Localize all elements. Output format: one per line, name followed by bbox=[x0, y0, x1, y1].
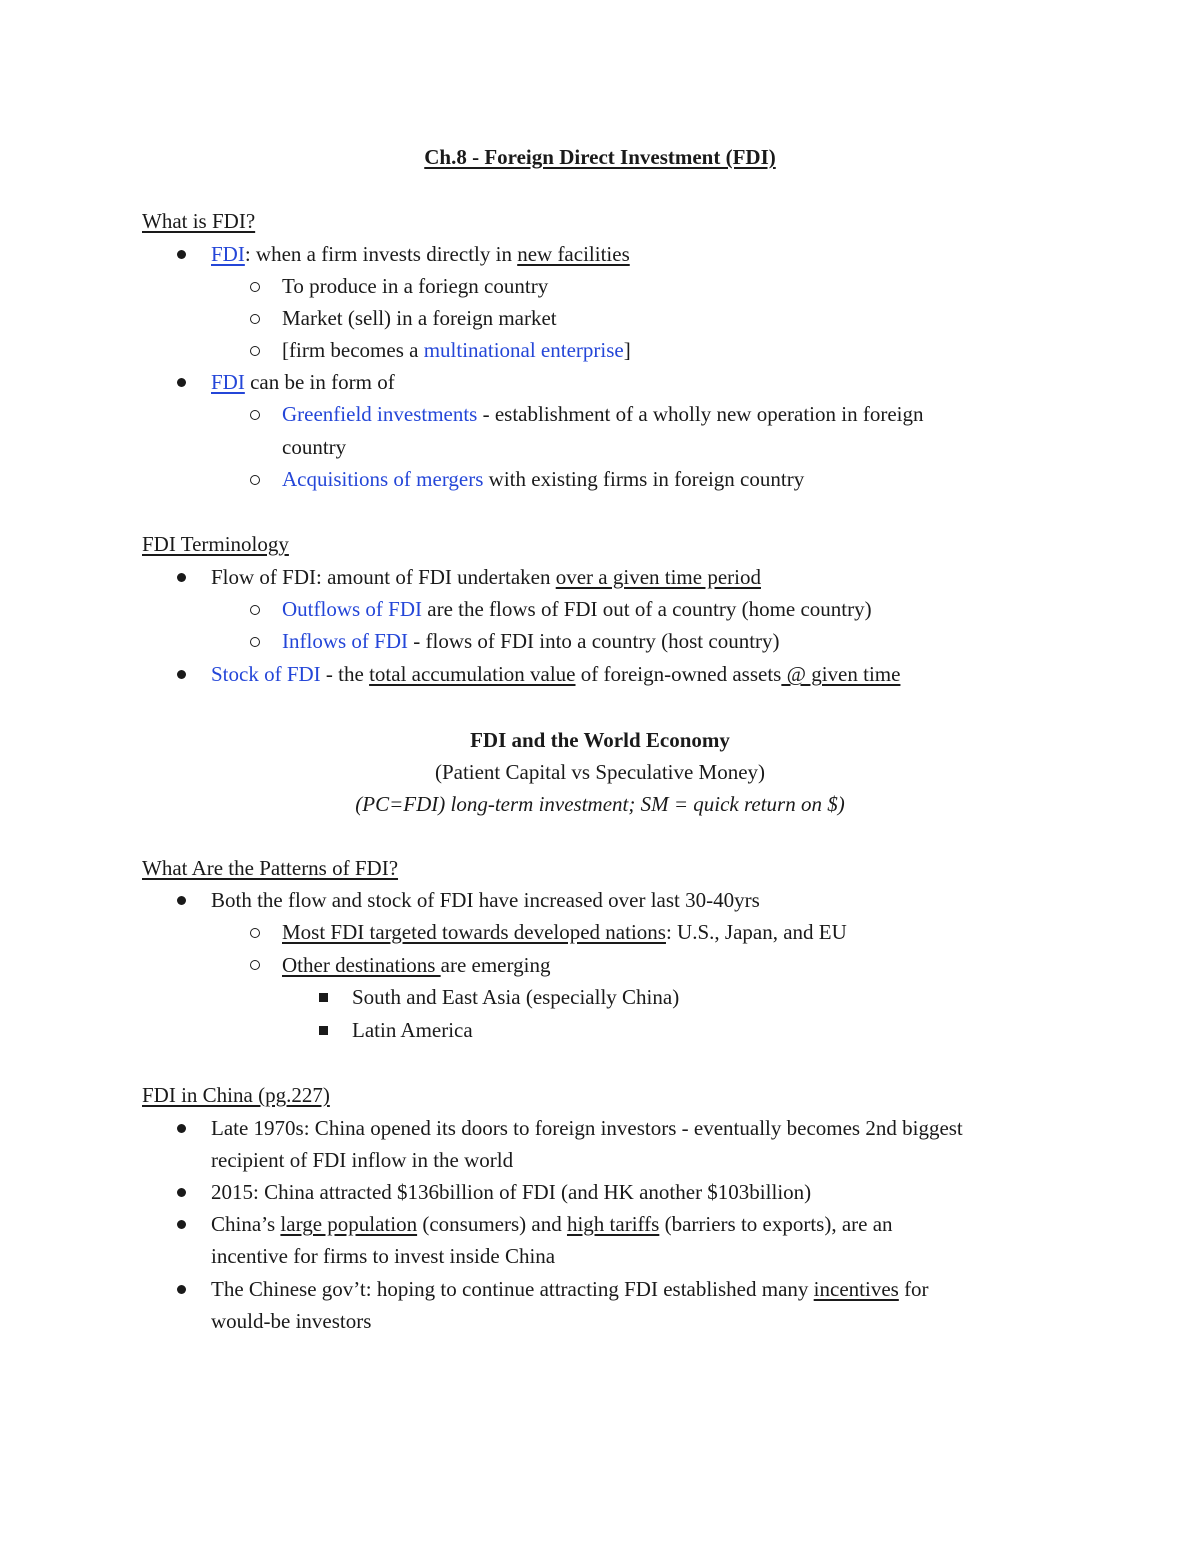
list-item-continuation: incentive for firms to invest inside China bbox=[211, 1244, 556, 1268]
list-item: Both the flow and stock of FDI have increased over last 30-40yrs bbox=[211, 888, 760, 912]
text-span: (barriers to exports), are an bbox=[659, 1212, 893, 1236]
list-item bbox=[282, 335, 631, 365]
bullet-circle bbox=[250, 960, 260, 970]
list-item bbox=[211, 1274, 929, 1304]
text-span: : when a firm invests directly in bbox=[244, 242, 518, 266]
underlined-text: over a given time period bbox=[555, 565, 761, 589]
bullet-circle bbox=[250, 346, 260, 356]
text-span: [firm becomes a bbox=[282, 338, 424, 362]
list-item bbox=[282, 917, 847, 947]
section-heading-fdi-terminology: FDI Terminology bbox=[142, 532, 289, 556]
underlined-text: new facilities bbox=[517, 242, 630, 266]
bullet-dot bbox=[177, 250, 186, 259]
bullet-circle bbox=[250, 410, 260, 420]
text-span: are the flows of FDI out of a country (home country) bbox=[422, 597, 872, 621]
list-item bbox=[282, 594, 872, 624]
underlined-text: Most FDI targeted towards developed nations bbox=[282, 920, 666, 944]
list-item bbox=[211, 239, 630, 269]
text-span: with existing firms in foreign country bbox=[483, 467, 805, 491]
term-outflows-of-fdi: Outflows of FDI bbox=[282, 597, 422, 621]
term-fdi: FDI bbox=[211, 370, 245, 394]
bullet-dot bbox=[177, 573, 186, 582]
bullet-dot bbox=[177, 896, 186, 905]
list-item-continuation: would-be investors bbox=[211, 1309, 372, 1333]
list-item bbox=[211, 1209, 893, 1239]
text-span: of foreign-owned assets bbox=[575, 662, 782, 686]
bullet-dot bbox=[177, 1285, 186, 1294]
bullet-circle bbox=[250, 605, 260, 615]
text-span: China’s bbox=[211, 1212, 281, 1236]
underlined-text: @ given time bbox=[781, 662, 901, 686]
page-title bbox=[0, 142, 1200, 172]
term-stock-of-fdi: Stock of FDI bbox=[211, 662, 321, 686]
bullet-dot bbox=[177, 1188, 186, 1197]
list-item: To produce in a foriegn country bbox=[282, 274, 549, 298]
text-span: can be in form of bbox=[244, 370, 395, 394]
underlined-text: large population bbox=[280, 1212, 418, 1236]
text-span: - establishment of a wholly new operation in foreign bbox=[477, 402, 924, 426]
text-span: ] bbox=[623, 338, 631, 362]
text-span: : U.S., Japan, and EU bbox=[665, 920, 847, 944]
bullet-square bbox=[319, 993, 328, 1002]
section-subheading: (Patient Capital vs Speculative Money) bbox=[434, 760, 766, 784]
underlined-text: total accumulation value bbox=[369, 662, 576, 686]
text-span: are emerging bbox=[440, 953, 551, 977]
bullet-square bbox=[319, 1026, 328, 1035]
text-span: - the bbox=[320, 662, 370, 686]
list-item-continuation: recipient of FDI inflow in the world bbox=[211, 1148, 514, 1172]
underlined-text: Other destinations bbox=[282, 953, 441, 977]
term-fdi: FDI bbox=[211, 242, 245, 266]
term-inflows-of-fdi: Inflows of FDI bbox=[282, 629, 408, 653]
bullet-circle bbox=[250, 928, 260, 938]
list-item bbox=[282, 950, 550, 980]
list-item: 2015: China attracted $136billion of FDI (and HK another $103billion) bbox=[211, 1180, 812, 1204]
text-span: - flows of FDI into a country (host country) bbox=[408, 629, 780, 653]
list-item bbox=[211, 562, 761, 592]
list-item: Latin America bbox=[352, 1018, 473, 1042]
list-item bbox=[282, 464, 804, 494]
list-item bbox=[282, 626, 780, 656]
bullet-circle bbox=[250, 475, 260, 485]
title-text: Ch.8 - Foreign Direct Investment (FDI) bbox=[424, 145, 776, 169]
list-item bbox=[282, 399, 924, 429]
text-span: for bbox=[898, 1277, 929, 1301]
text-span: (consumers) and bbox=[417, 1212, 567, 1236]
bullet-circle bbox=[250, 282, 260, 292]
bullet-circle bbox=[250, 637, 260, 647]
bullet-dot bbox=[177, 1220, 186, 1229]
section-heading-fdi-in-china: FDI in China (pg.227) bbox=[142, 1083, 330, 1107]
section-heading-world-economy: FDI and the World Economy bbox=[470, 728, 730, 752]
bullet-dot bbox=[177, 670, 186, 679]
term-acquisitions-of-mergers: Acquisitions of mergers bbox=[282, 467, 484, 491]
text-span: The Chinese gov’t: hoping to continue attracting FDI established many bbox=[211, 1277, 814, 1301]
list-item-continuation: country bbox=[282, 435, 347, 459]
list-item: Market (sell) in a foreign market bbox=[282, 306, 557, 330]
bullet-circle bbox=[250, 314, 260, 324]
section-note: (PC=FDI) long-term investment; SM = quick return on $) bbox=[355, 792, 845, 816]
bullet-dot bbox=[177, 1124, 186, 1133]
section-heading-patterns-of-fdi: What Are the Patterns of FDI? bbox=[142, 856, 399, 880]
list-item bbox=[211, 659, 900, 689]
underlined-text: incentives bbox=[813, 1277, 899, 1301]
list-item: Late 1970s: China opened its doors to foreign investors - eventually becomes 2nd biggest bbox=[211, 1116, 963, 1140]
underlined-text: high tariffs bbox=[566, 1212, 660, 1236]
list-item bbox=[211, 367, 395, 397]
section-heading-what-is-fdi: What is FDI? bbox=[142, 209, 256, 233]
term-greenfield-investments: Greenfield investments bbox=[282, 402, 478, 426]
term-multinational-enterprise: multinational enterprise bbox=[423, 338, 624, 362]
bullet-dot bbox=[177, 378, 186, 387]
list-item: South and East Asia (especially China) bbox=[352, 985, 680, 1009]
text-span: Flow of FDI: amount of FDI undertaken bbox=[211, 565, 556, 589]
